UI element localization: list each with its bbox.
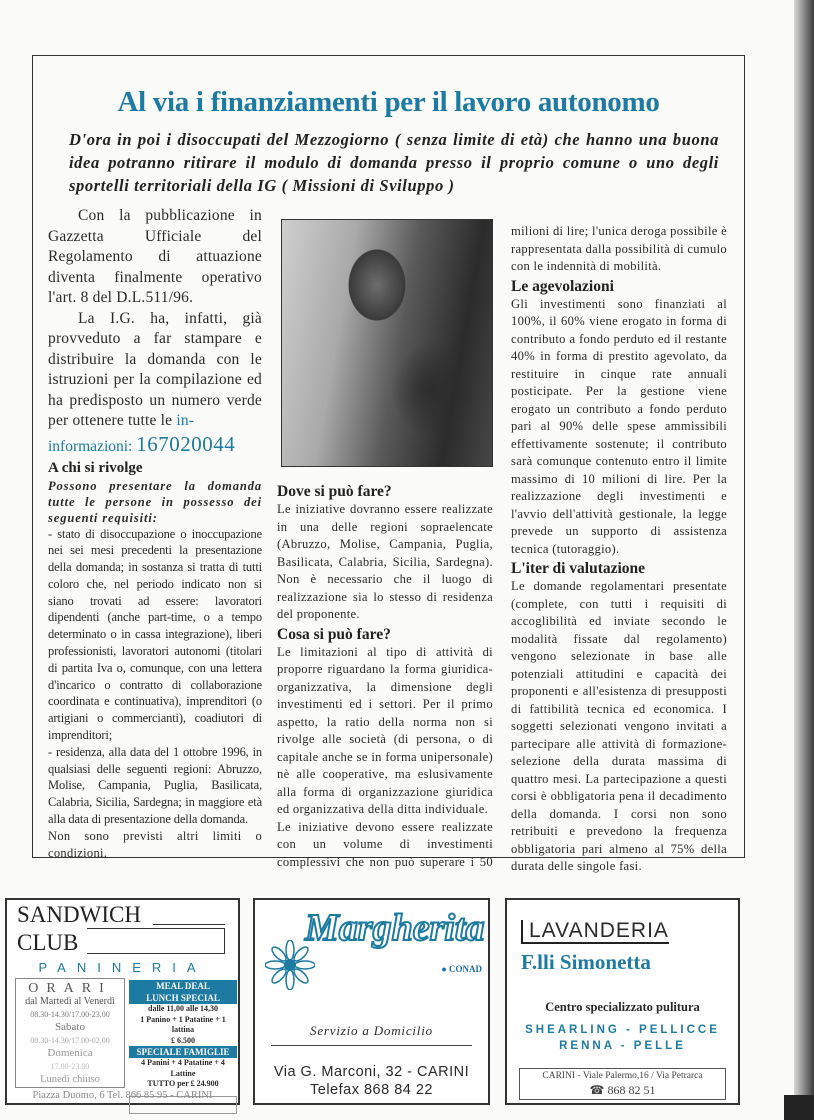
ad-name-line2: CLUB: [17, 930, 79, 955]
article-title: Al via i finanziamenti per il lavoro autonomo: [117, 86, 660, 118]
column-3: [511, 223, 727, 876]
section-text: Le domande regolamentari presentate (complete, con tutti i requisiti di accoglibilità ed inviate secondo le modalità fissate dal regolamento) vengono selezionate in base alle potenziali attitudini e capacità dei proponenti e all'esistenza di presupposti di fattibilità tecnica ed economica. I soggetti selezionati vengono invitati a partecipare alle attività di formazione-selezione della durata massima di quattro mesi. La partecipazione a questi corsi è obbligatoria pena il decadimento della domanda. I corsi non sono retribuiti e prevedono la frequenza obbligatoria pari almeno al 75% della durata delle singole fasi.: [511, 579, 727, 873]
ad-services: SHEARLING - PELLICCE RENNA - PELLE: [525, 1024, 720, 1052]
section-heading: Le agevolazioni: [511, 277, 614, 295]
toll-free-number: informazioni: 167020044: [48, 431, 236, 456]
ad-subtitle: PANINERIA: [38, 960, 207, 975]
column-2: [277, 481, 493, 871]
meal-deal: MEAL DEAL LUNCH SPECIAL dalle 11,00 alle 14,30 1 Panino + 1 Patatine + 1 lattina £ 6.500 SPECIALE FAMIGLIE 4 Panini + 4 Patatine + 4 Lattine TUTTO per £ 24.900: [129, 980, 237, 1114]
ad-logo-text: Margherita: [305, 907, 485, 949]
page-edge-shadow: [794, 0, 814, 1120]
intro-paragraph-1: Con la pubblicazione in Gazzetta Ufficiale del Regolamento di attuazione diventa finalmente operativo l'art. 8 del D.L.511/96.: [48, 207, 262, 306]
section-text: Le iniziative devono essere realizzate con un volume di investimenti complessivi che non può superare i 50: [277, 819, 493, 869]
requirements-lead: Possono presentare la domanda tutte le persone in possesso dei seguenti requisiti:: [48, 478, 262, 525]
ad-address: Piazza Duomo, 6 Tel. 866 85 95 - CARINI: [32, 1090, 213, 1101]
divider: [271, 1045, 472, 1046]
opening-hours: ORARI dal Martedì al Venerdì 08.30-14.30/17.00-23.00 Sabato 08.30-14.30/17.00-02.00 Domenica 17.00-23.00 Lunedì chiuso: [15, 978, 125, 1088]
article-box: [32, 55, 745, 873]
intro-paragraph-2: La I.G. ha, infatti, già provveduto a far stampare e distribuire la domanda con le istruzioni per la compilazione ed ha predisposto un numero verde per ottenere tutte le in-: [48, 309, 262, 429]
section-heading: Cosa si può fare?: [277, 625, 391, 643]
section-text-continued: milioni di lire; l'unica deroga possibile è rappresentata dalla possibilità di cumulo con le indennità di mobilità.: [511, 224, 727, 273]
ad-lavanderia: [505, 898, 740, 1105]
requirement-item: - residenza, alla data del 1 ottobre 1996, in qualsiasi delle seguenti regioni: Abruzzo, Molise, Campania, Puglia, Basilicata, Calabria, Sicilia, Sardegna; in maggiore età alla data di presentazione della domanda.: [48, 744, 262, 827]
ad-margherita: [253, 898, 490, 1105]
section-heading: L'iter di valutazione: [511, 560, 646, 577]
phone-number: 167020044: [136, 431, 236, 456]
section-text: Gli investimenti sono finanziati al 100%, il 60% viene erogato in forma di contributo a fondo perduto ed il restante 40% in forma di prestito agevolato, da restituire in cinque rate annuali posticipate. Per la gestione viene erogato un contributo a fondo perduto pari al 90% delle spese ammissibili effettivamente sostenute; il contributo sarà comunque contenuto entro il limite massimo di 10 milioni di lire. Per la realizzazione degli investimenti e l'avvio dell'attività gestionale, la legge prevede un supporto di assistenza tecnica (tutoraggio).: [511, 296, 727, 556]
article-photo: [281, 219, 493, 467]
ad-name-line1: SANDWICH: [17, 902, 141, 927]
info-label-start: in-: [176, 412, 195, 429]
section-heading: A chi si rivolge: [48, 459, 143, 476]
section-text: Le iniziative dovranno essere realizzate in una delle regioni sopraelencate (Abruzzo, Molise, Campania, Puglia, Basilicata, Calabria, Sicilia, Sardegna). Non è necessario che il luogo di realizzazione sia lo stesso di residenza del proponente.: [277, 502, 493, 621]
article-subtitle: D'ora in poi i disoccupati del Mezzogiorno ( senza limite di età) che hanno una buona idea potranno ritirare il modulo di domanda presso il proprio comune o uno degli sportelli territoriali della IG ( Missioni di Sviluppo ): [69, 130, 719, 195]
ad-tagline: Centro specializzato pulitura: [545, 1000, 700, 1014]
ad-owner: F.lli Simonetta: [521, 950, 651, 974]
requirement-item: - stato di disoccupazione o inoccupazione nei sei mesi precedenti la presentazione della domanda; in sostanza si tratta di tutti coloro che, nel periodo indicato non si siano trovati ad essere: lavoratori dipendenti (anche part-time, o a tempo determinato o in cassa integrazione), liberi professionisti, lavoratori autonomi (titolari di partita Iva o, comunque, con una lettera d'incarico o contratto di collaborazione coordinata e continuativa), imprenditori (o artigiani o commercianti), coadiutori di imprenditori;: [48, 526, 262, 743]
ad-service: Servizio a Domicilio: [310, 1023, 433, 1038]
ad-address: Via G. Marconi, 32 - CARINI Telefax 868 84 22: [273, 1064, 470, 1098]
brand-label: ● CONAD: [441, 964, 482, 974]
ad-address: CARINI - Viale Palermo,16 / Via Petrarca ☎ 868 82 51: [519, 1068, 726, 1100]
decor-line: [153, 905, 225, 925]
ad-sandwich-club: [5, 898, 240, 1105]
requirements-end: Non sono previsti altri limiti o condizioni.: [48, 828, 262, 860]
section-heading: Dove si può fare?: [277, 483, 392, 500]
decor-box: [87, 928, 225, 954]
ad-name: LAVANDERIA: [521, 920, 669, 944]
column-1: [48, 206, 262, 861]
page-corner: [784, 1095, 814, 1120]
section-text: Le limitazioni al tipo di attività di proporre riguardano la forma giuridica-organizzativa, la dimensione degli investimenti ed i settori. Per il primo aspetto, la ratio della norma non si rivolge alle società (di persona, o di capitale anche se in forma unipersonale) nè alle cooperative, ma eslusivamente alla forma di organizzazione giuridica ed organizzativa della ditta individuale.: [277, 644, 493, 816]
